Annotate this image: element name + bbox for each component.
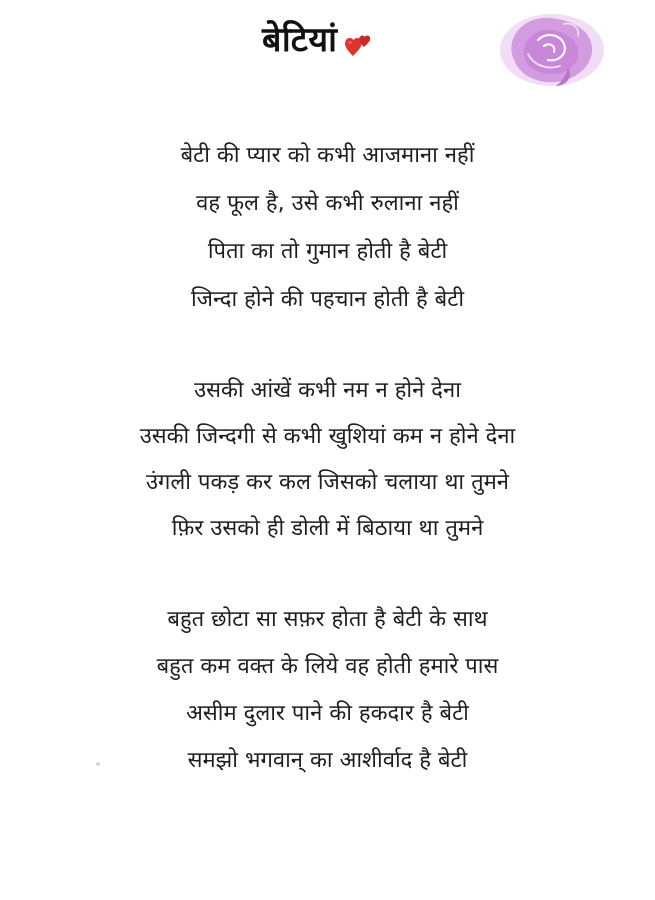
stanza [0,368,655,552]
header [0,10,655,100]
poem-line: उसकी जिन्दगी से कभी खुशियां कम न होने देना [139,424,516,449]
speck-dot [96,762,100,766]
poem-line: उंगली पकड़ कर कल जिसको चलाया था तुमने [145,470,510,495]
stanza [0,596,655,784]
stanza [0,132,655,324]
title-wrap [262,18,375,62]
page-title: बेटियां [262,20,338,60]
rose-icon [494,10,606,90]
poem-line: जिन्दा होने की पहचान होती है बेटी [190,287,465,312]
poem-line: बहुत कम वक्त के लिये वह होती हमारे पास [156,654,499,679]
poem [0,132,655,828]
poem-line: फ़िर उसको ही डोली में बिठाया था तुमने [171,516,484,541]
poem-line: पिता का तो गुमान होती है बेटी [207,239,448,264]
poem-line: उसकी आंखें कभी नम न होने देना [194,378,461,403]
poem-line: बेटी की प्यार को कभी आजमाना नहीं [180,143,475,168]
poem-line: असीम दुलार पाने की हकदार है बेटी [186,701,469,726]
poem-line: वह फूल है, उसे कभी रुलाना नहीं [196,191,459,216]
hearts-icon [343,30,375,58]
poem-line: समझो भगवान् का आशीर्वाद है बेटी [187,748,468,773]
poem-line: बहुत छोटा सा सफ़र होता है बेटी के साथ [167,607,488,632]
